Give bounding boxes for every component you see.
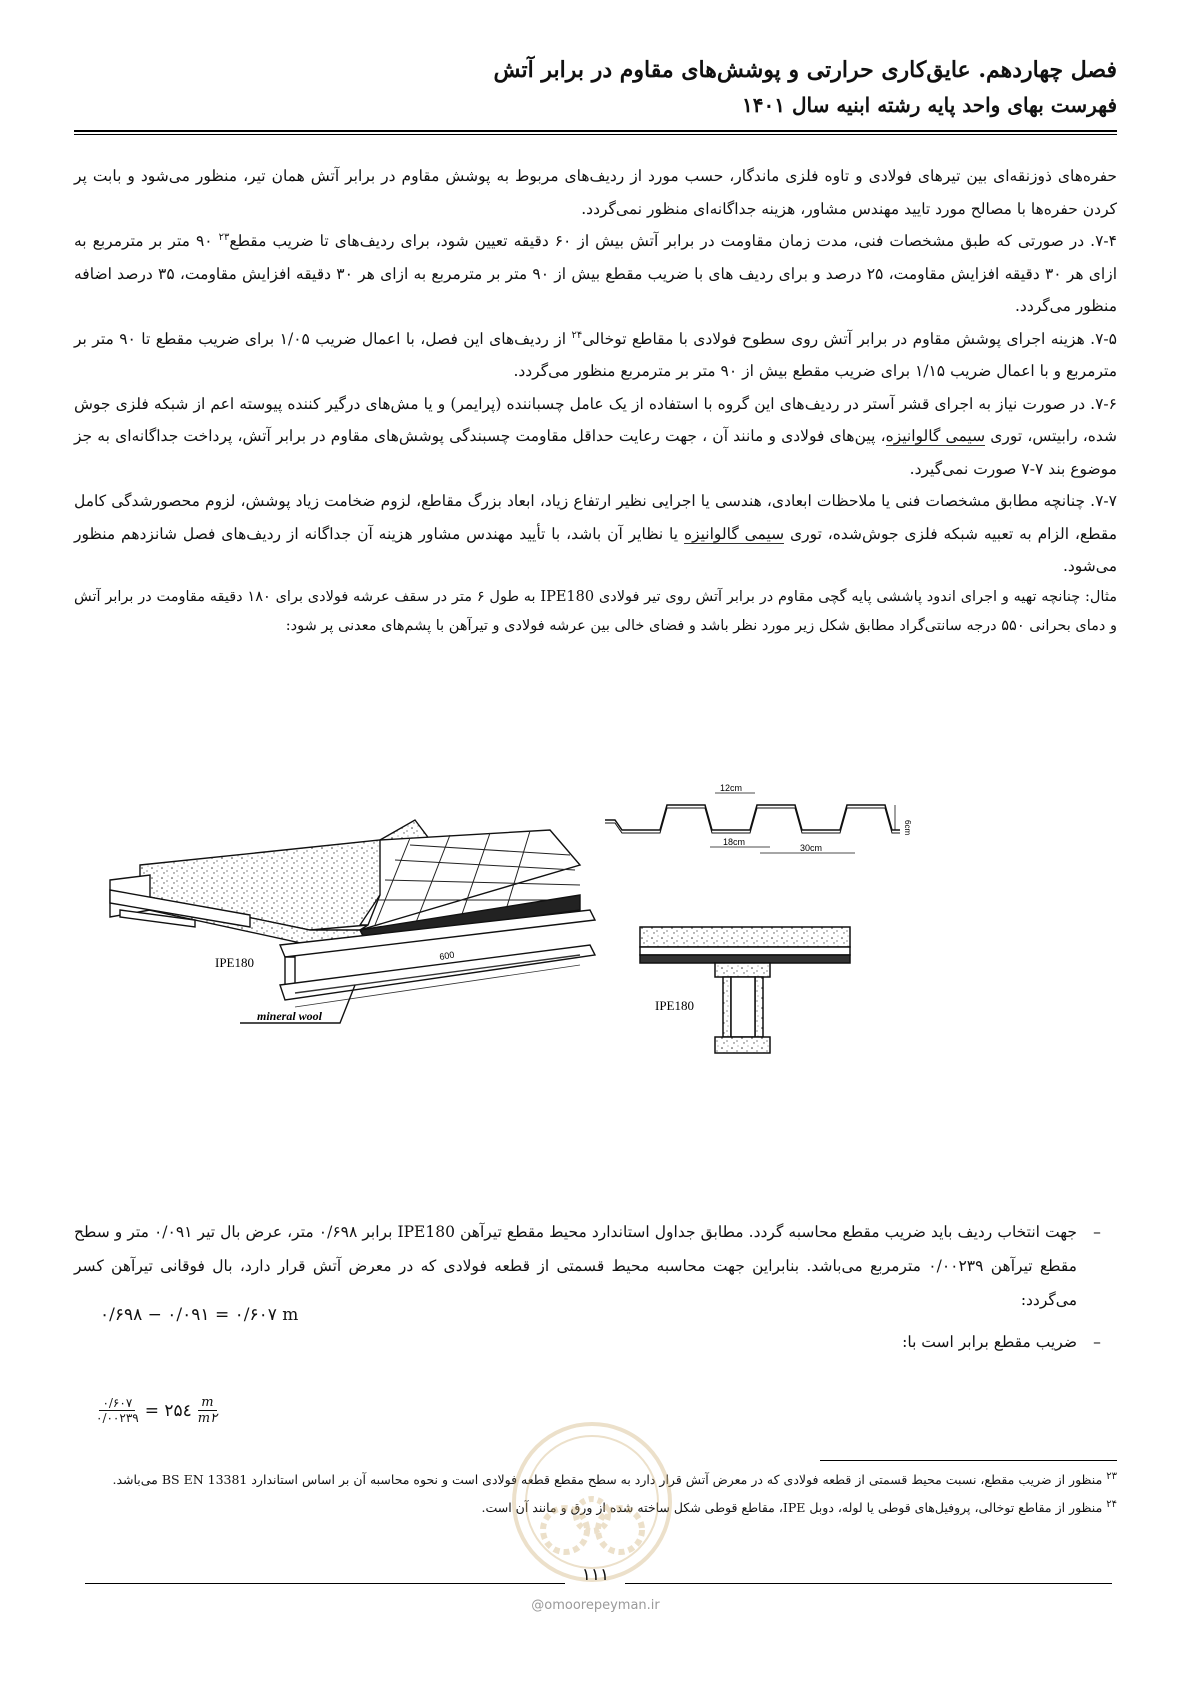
paragraph-text: ۷-۵. هزینه اجرای پوشش مقاوم در برابر آتش روی سطوح فولادی با مقاطع توخالی bbox=[582, 329, 1117, 348]
result-value: = ۲۵٤ bbox=[144, 1400, 192, 1421]
underlined-term: سیمی گالوانیزه bbox=[683, 524, 785, 543]
calculation-fraction bbox=[96, 1395, 217, 1426]
site-watermark-text: @omoorepeyman.ir bbox=[531, 1598, 660, 1613]
footnote-ref: ۲۳ bbox=[218, 231, 230, 243]
paragraph-text: ۷-۶. در صورت نیاز به اجرای قشر آستر در ردیف‌های این گروه با استفاده از یک عامل چسباننده (پرایمر) و یا مش‌های درگیر کننده پیوسته اعم از شبکه فلزی جوش شده، رابیتس، توری bbox=[74, 394, 1117, 445]
paragraph-text: ۷-۷. چنانچه مطابق مشخصات فنی یا ملاحظات ابعادی، هندسی یا اجرایی نظیر ارتفاع زیاد، ابعاد بزرگ مقاطع، لزوم ضخامت زیاد پوشش، لزوم محصورشدگی کامل مقطع، الزام به تعبیه شبکه فلزی جوش‌شده، توری bbox=[74, 492, 1118, 543]
header-rule bbox=[74, 130, 1117, 132]
footnote-text: منظور از مقاطع توخالی، پروفیل‌های قوطی یا لوله، دوبل IPE، مقاطع قوطی شکل ساخته شده از ورق و مانند آن است. bbox=[481, 1500, 1107, 1515]
calculation-line: ۰/۶۹۸ − ۰/۰۹۱ = ۰/۶۰۷ m bbox=[100, 1305, 299, 1325]
paragraph bbox=[74, 160, 1117, 225]
paragraph-text: حفره‌های ذوزنقه‌ای بین تیرهای فولادی و تاوه فلزی ماندگار، حسب مورد از ردیف‌های مربوط به پوشش مقاوم در برابر آتش همان تیر، منظور می‌شود و بابت پر کردن حفره‌ها با مصالح مورد تایید مهندس مشاور، هزینه جداگانه‌ای منظور نمی‌گردد. bbox=[74, 167, 1117, 218]
list-item bbox=[74, 1325, 1117, 1359]
unit-fraction bbox=[198, 1395, 217, 1426]
dim-mid-label: 18cm bbox=[723, 837, 746, 847]
figure-drawings bbox=[110, 783, 990, 1155]
isometric-deck-drawing bbox=[110, 820, 595, 1023]
beam-section-drawing bbox=[640, 927, 850, 1053]
chapter-subtitle: فهرست بهای واحد پایه رشته ابنیه سال ۱۴۰۱ bbox=[742, 93, 1117, 117]
footnote-number: ۲۳ bbox=[1106, 1470, 1117, 1482]
bullet-text: ضریب مقطع برابر است با: bbox=[902, 1333, 1077, 1351]
header-rule-thin bbox=[74, 134, 1117, 135]
paragraph bbox=[74, 388, 1117, 486]
footer-rule-right bbox=[625, 1583, 1112, 1584]
footnote-text: منظور از ضریب مقطع، نسبت محیط قسمتی از قطعه فولادی که در معرض آتش قرار دارد به سطح مقطع قطعه فولادی است و نحوه محاسبه آن بر اساس استاندارد BS EN 13381 می‌باشد. bbox=[112, 1472, 1107, 1487]
fraction-denominator: ۰/۰۰۲۳۹ bbox=[96, 1411, 139, 1425]
example-paragraph bbox=[74, 583, 1117, 641]
beam-length-label: 600 bbox=[438, 949, 456, 962]
deck-profile-drawing bbox=[605, 793, 900, 853]
footnote-number: ۲۴ bbox=[1106, 1498, 1117, 1510]
bullet-list bbox=[74, 1215, 1117, 1359]
paragraph-text: ۹۰ متر بر مترمربع به ازای هر ۳۰ دقیقه افزایش مقاومت، ۲۵ درصد و برای ردیف های با ضریب مقطع بیش از ۹۰ متر بر مترمربع به ازای هر ۳۰ دقیقه افزایش مقاومت، ۳۵ درصد اضافه منظور می‌گردد. bbox=[74, 232, 1118, 315]
unit-denominator: m۲ bbox=[197, 1411, 218, 1426]
dim-height-label: 6cm bbox=[903, 820, 912, 836]
chapter-title: فصل چهاردهم. عایق‌کاری حرارتی و پوشش‌های مقاوم در برابر آتش bbox=[493, 57, 1117, 83]
bullet-text: جهت انتخاب ردیف باید ضریب مقطع محاسبه گردد. مطابق جداول استاندارد محیط مقطع تیرآهن IPE180 برابر ۰/۶۹۸ متر، عرض بال تیر ۰/۰۹۱ متر و سطح مقطع تیرآهن ۰/۰۰۲۳۹ مترمربع می‌باشد. بنابراین جهت محاسبه محیط قسمتی از قطعه فولادی که در معرض آتش قرار دارد، بال فوقانی تیرآهن کسر می‌گردد: bbox=[74, 1223, 1077, 1309]
beam-label-left: IPE180 bbox=[215, 955, 254, 970]
beam-label-right: IPE180 bbox=[655, 998, 694, 1013]
footnote-ref: ۲۴ bbox=[571, 329, 583, 341]
paragraph-text: مثال: چنانچه تهیه و اجرای اندود پاششی پایه گچی مقاوم در برابر آتش روی تیر فولادی IPE180 به طول ۶ متر در سقف عرشه فولادی برای ۱۸۰ دقیقه مقاومت در برابر آتش و دمای بحرانی ۵۵۰ درجه سانتی‌گراد مطابق شکل زیر مورد نظر باشد و فضای خالی بین عرشه فولادی و تیرآهن با پشم‌های معدنی پر شود: bbox=[74, 588, 1117, 634]
paragraph bbox=[74, 485, 1117, 583]
watermark-logo bbox=[510, 1420, 675, 1585]
mineral-wool-label: mineral wool bbox=[257, 1009, 323, 1023]
page-header bbox=[74, 52, 1117, 122]
bullet-dash: – bbox=[1093, 1223, 1101, 1241]
paragraph-text: ، پین‌های فولادی و مانند آن ، جهت رعایت حداقل مقاومت چسبندگی پوشش‌های مقاوم در برابر آتش، پرداخت جداگانه‌ای به جز موضوع بند ۷-۷ صورت نمی‌گیرد. bbox=[74, 427, 1117, 478]
footer-rule-left bbox=[85, 1583, 565, 1584]
body-text bbox=[74, 160, 1117, 641]
footnote-rule bbox=[820, 1460, 1117, 1461]
unit-numerator: m bbox=[198, 1395, 216, 1411]
page-number: ۱۱۱ bbox=[581, 1565, 610, 1585]
fraction bbox=[96, 1396, 139, 1425]
paragraph-text: ۷-۴. در صورتی که طبق مشخصات فنی، مدت زمان مقاومت در برابر آتش بیش از ۶۰ دقیقه تعیین شود، برای ردیف‌های تا ضریب مقطع bbox=[229, 232, 1117, 250]
list-item bbox=[74, 1215, 1117, 1317]
paragraph-text: از ردیف‌های این فصل، با اعمال ضریب ۱/۰۵ برای ضریب مقطع تا ۹۰ متر بر مترمربع و با اعمال ضریب ۱/۱۵ برای ضریب مقطع بیش از ۹۰ متر بر مترمربع منظور می‌گردد. bbox=[74, 329, 1117, 380]
dim-right-label: 30cm bbox=[800, 843, 823, 853]
paragraph bbox=[74, 323, 1117, 388]
bullet-dash: – bbox=[1093, 1333, 1101, 1351]
underlined-term: سیمی گالوانیزه bbox=[885, 427, 986, 445]
paragraph-text: یا نظایر آن باشد، با تأیید مهندس مشاور هزینه آن جداگانه از ردیف‌های فصل شانزدهم منظور می‌شود. bbox=[74, 524, 1117, 575]
dim-top-label: 12cm bbox=[720, 783, 743, 793]
fraction-numerator: ۰/۶۰۷ bbox=[99, 1396, 135, 1411]
paragraph bbox=[74, 225, 1117, 323]
